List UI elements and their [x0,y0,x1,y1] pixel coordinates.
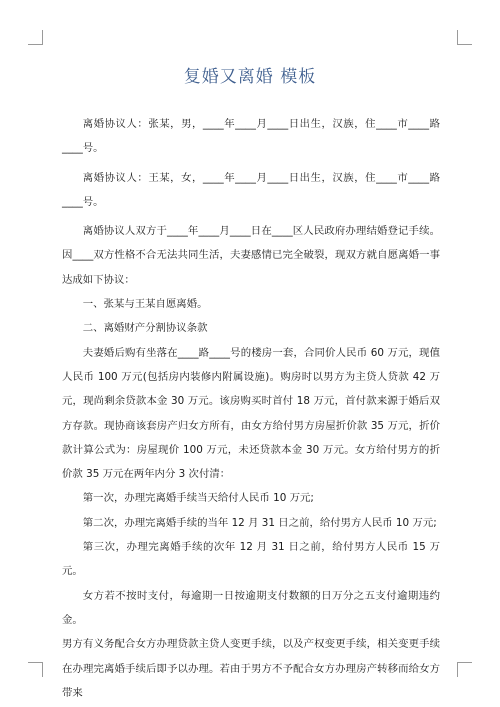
agreement-intro-paragraph: 离婚协议人双方于____年____月____日在____区人民政府办理结婚登记手续。因____双方性格不合无法共同生活，夫妻感情已完全破裂，现双方就自愿离婚一事达成如下协议： [62,225,440,286]
crop-mark-top-left [28,30,43,45]
payment-2-paragraph: 第二次，办理完离婚手续的当年 12 月 31 日之前，给付男方人民币 10 万元; [82,516,437,529]
clause-1-paragraph: 一、张某与王某自愿离婚。 [82,298,208,311]
crop-mark-bottom-right [457,662,472,677]
party-paragraph-1: 离婚协议人：张某，男，____年____月____日出生，汉族，住____市____路____号。 [62,118,440,155]
clause-2-heading: 二、离婚财产分割协议条款 [82,322,208,335]
crop-mark-top-right [457,30,472,45]
payment-1-paragraph: 第一次，办理完离婚手续当天给付人民币 10 万元; [82,492,314,505]
cooperation-paragraph: 男方有义务配合女方办理贷款主贷人变更手续，以及产权变更手续，相关变更手续在办理完离婚手续后即予以办理。若由于男方不予配合女方办理房产转移而给女方带来 [62,638,440,699]
payment-3-paragraph: 第三次，办理完离婚手续的次年 12 月 31 日之前，给付男方人民币 15 万元。 [62,541,440,578]
document-body [62,112,440,705]
property-paragraph: 夫妻婚后购有坐落在____路____号的楼房一套，合同价人民币 60 万元，现值人民币 100 万元(包括房内装修内附属设施)。购房时以男方为主贷人贷款 42 万元，现尚剩余贷款本金 30 万元。该房购买时首付 18 万元，首付款来源于婚后双方存款。现协商该套房产归女方所有，由女方给付男方房屋折价款 35 万元，折价款计算公式为：房屋现价 100 万元，未还贷款本金 30 万元。女方给付男方的折价款 35 万元在两年内分 3 次付清： [62,346,440,481]
document-title: 复婚又离婚 模板 [183,67,317,87]
crop-mark-bottom-left [28,662,43,677]
party-paragraph-2: 离婚协议人：王某，女，____年____月____日出生，汉族，住____市____路____号。 [62,171,440,208]
penalty-paragraph: 女方若不按时支付，每逾期一日按逾期支付数额的日万分之五支付逾期违约金。 [62,589,440,626]
